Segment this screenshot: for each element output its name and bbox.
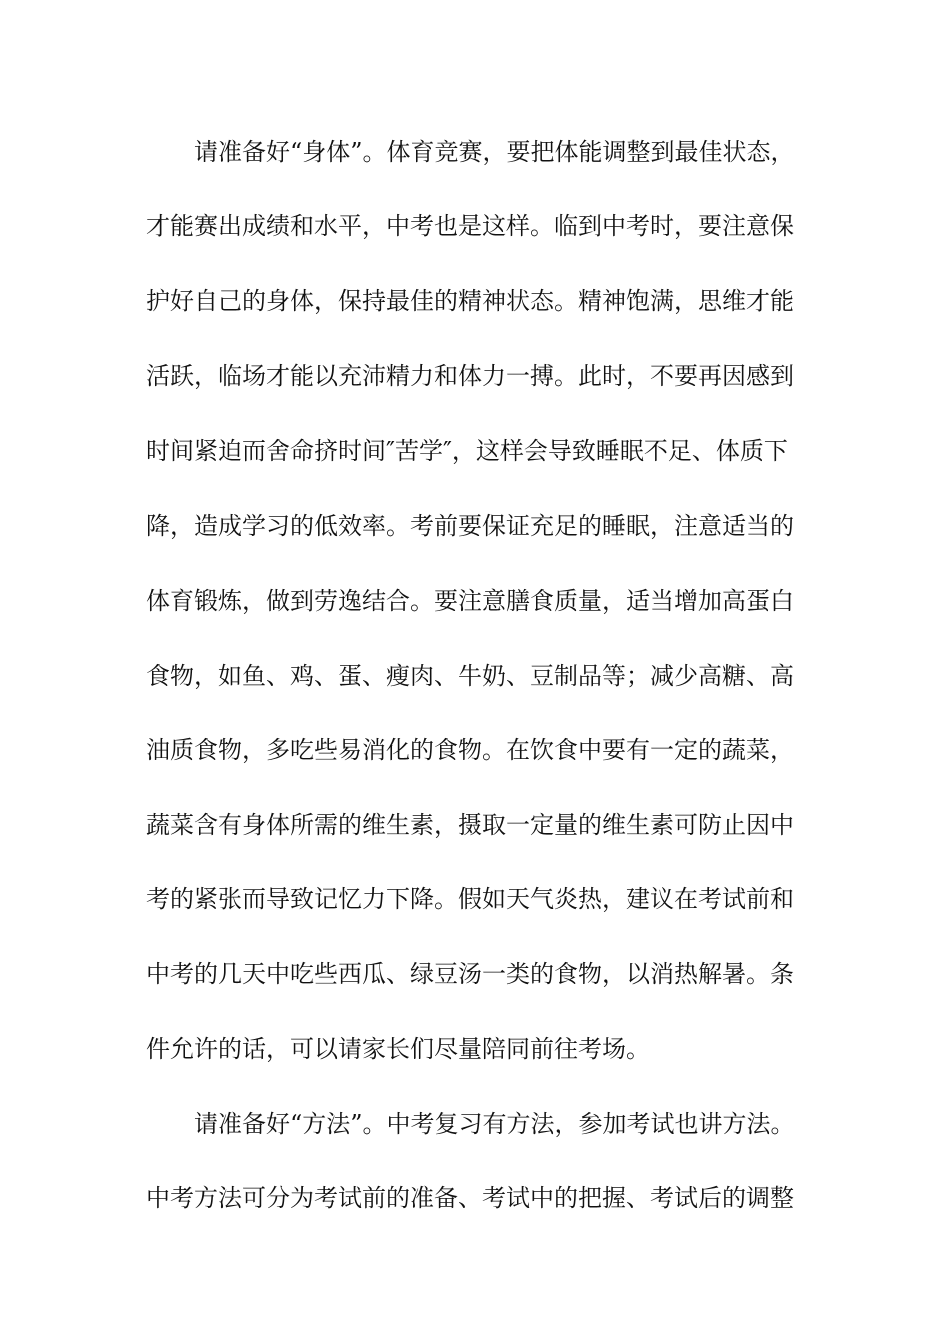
paragraph-line: 蔬菜含有身体所需的维生素，摄取一定量的维生素可防止因中 (146, 811, 794, 839)
paragraph-line: 护好自己的身体，保持最佳的精神状态。精神饱满，思维才能 (146, 287, 794, 315)
paragraph-line: 中考方法可分为考试前的准备、考试中的把握、考试后的调整 (146, 1184, 794, 1212)
paragraph-line: 时间紧迫而舍命挤时间″苦学″，这样会导致睡眠不足、体质下 (146, 437, 788, 465)
paragraph-line: 件允许的话，可以请家长们尽量陪同前往考场。 (146, 1035, 650, 1063)
paragraph-line: 油质食物，多吃些易消化的食物。在饮食中要有一定的蔬菜， (146, 736, 794, 764)
paragraph-line: 请准备好“方法”。中考复习有方法，参加考试也讲方法。 (194, 1110, 795, 1138)
paragraph-line: 降，造成学习的低效率。考前要保证充足的睡眠，注意适当的 (146, 512, 794, 540)
paragraph-line: 中考的几天中吃些西瓜、绿豆汤一类的食物，以消热解暑。条 (146, 960, 794, 988)
paragraph-line: 活跃，临场才能以充沛精力和体力一搏。此时，不要再因感到 (146, 362, 794, 390)
paragraph-line: 才能赛出成绩和水平，中考也是这样。临到中考时，要注意保 (146, 212, 794, 240)
paragraph-line: 食物，如鱼、鸡、蛋、瘦肉、牛奶、豆制品等；减少高糖、高 (146, 662, 794, 690)
paragraph-line: 考的紧张而导致记忆力下降。假如天气炎热，建议在考试前和 (146, 885, 794, 913)
paragraph-line: 体育锻炼，做到劳逸结合。要注意膳食质量，适当增加高蛋白 (146, 587, 794, 615)
paragraph-line: 请准备好“身体”。体育竞赛，要把体能调整到最佳状态， (194, 138, 795, 166)
